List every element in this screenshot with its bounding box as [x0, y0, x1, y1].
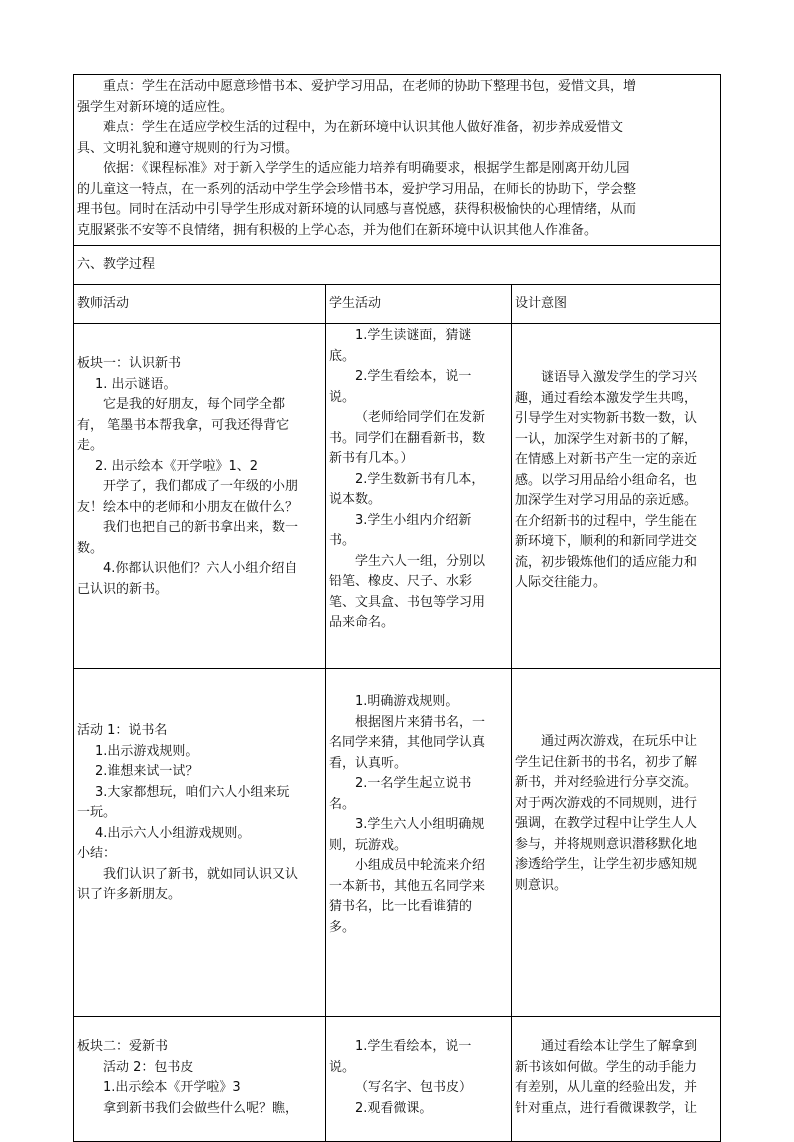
difficulty-line-2: 具、文明礼貌和遵守规则的行为习惯。 [77, 140, 299, 156]
row3-student-line: 说。 [329, 1059, 356, 1075]
header-row [74, 285, 721, 324]
row3-student-line: 2.观看微课。 [355, 1100, 433, 1116]
row1-teacher-line: 开学了，我们都成了一年级的小朋 [103, 479, 299, 494]
row3-design-line: 针对重点，进行看微课教学，让 [515, 1100, 698, 1116]
row1-design-line: 谜语导入激发学生的学习兴 [541, 370, 698, 385]
row2-design-line: 新书，并对经验进行分享交流。 [515, 775, 698, 790]
key-point-line-2: 强学生对新环境的适应性。 [77, 99, 234, 115]
intro-row [74, 75, 721, 246]
row2-student-line: 2.一名学生起立说书 [355, 776, 472, 791]
row2-student-line: 名。 [329, 796, 356, 812]
row2-teacher-line: 1.出示游戏规则。 [95, 743, 199, 759]
row1-student-line: 说。 [329, 389, 356, 405]
row1-design-line: 加深学生对学习用品的亲近感。 [515, 493, 698, 508]
row1-teacher-line: 我们也把自己的新书拿出来，数一 [103, 520, 299, 535]
row2-student-line: 小组成员中轮流来介绍 [355, 858, 486, 873]
row1-teacher-line: 有， 笔墨书本帮我拿，可我还得背它 [77, 417, 290, 433]
row1-design-line: 流，初步锻炼他们的适应能力和 [515, 554, 698, 570]
basis-line-4: 克服紧张不安等不良情绪，拥有积极的上学心态，并为他们在新环境中认识其他人作准备。 [77, 222, 598, 238]
row2-design-line: 强调，在教学过程中让学生人人 [515, 816, 698, 831]
table-row [74, 324, 721, 669]
row1-teacher-line: 友！绘本中的老师和小朋友在做什么？ [77, 499, 299, 515]
row2-teacher-line: 一玩。 [77, 805, 117, 820]
intro-cell [74, 75, 721, 246]
row1-student-line: 3.学生小组内介绍新 [355, 512, 472, 528]
row2-teacher-line: 识了许多新朋友。 [77, 887, 182, 902]
basis-line-1: 依据：《课程标准》对于新入学学生的适应能力培养有明确要求，根据学生都是刚离开幼儿园 [103, 161, 630, 176]
row2-student-line: 根据图片来猜书名，一 [355, 714, 486, 730]
row2-teacher-line: 4.出示六人小组游戏规则。 [95, 825, 251, 841]
row1-student-line: 2.学生数新书有几本， [355, 471, 485, 487]
row1-student-line: 说本数。 [329, 492, 382, 507]
section-title-row [74, 246, 721, 285]
row2-teacher-line: 我们认识了新书，就如同认识又认 [103, 866, 299, 882]
row2-design-line: 渗透给学生，让学生初步感知规 [515, 857, 698, 872]
row2-student-line: 1.明确游戏规则。 [355, 694, 459, 709]
row3-teacher-line: 拿到新书我们会做些什么呢？瞧， [103, 1100, 299, 1116]
row3-student-line: （写名字、包书皮） [355, 1080, 473, 1095]
row1-student-cell [326, 324, 512, 669]
row2-student-line: 多。 [329, 919, 356, 935]
row1-student-line: 笔、文具盒、书包等学习用 [329, 594, 486, 610]
basis-line-3: 理书包。同时在活动中引导学生形成对新环境的认同感与喜悦感，获得积极愉快的心理情绪，从而 [77, 202, 637, 217]
row1-design-cell [512, 324, 721, 669]
row1-student-line: 铅笔、橡皮、尺子、水彩 [329, 574, 473, 589]
row1-student-line: 书。同学们在翻看新书，数 [329, 430, 486, 446]
row1-design-line: 人际交往能力。 [515, 575, 607, 590]
row1-student-line: 2.学生看绘本，说一 [355, 369, 472, 384]
row1-teacher-cell [74, 324, 326, 669]
row1-teacher-line: 1. 出示谜语。 [95, 376, 177, 392]
row1-teacher-line: 它是我的好朋友，每个同学全都 [103, 397, 286, 412]
difficulty-line-1: 难点：学生在适应学校生活的过程中，为在新环境中认识其他人做好准备，初步养成爱惜文 [103, 120, 624, 135]
row1-student-line: 学生六人一组，分别以 [355, 553, 486, 569]
row1-design-line: 一认，加深学生对新书的了解， [515, 431, 698, 447]
table-row [74, 669, 721, 1017]
row1-design-line: 引导学生对实物新书数一数，认 [515, 411, 698, 426]
row3-student-line: 1.学生看绘本，说一 [355, 1039, 472, 1054]
document-page [73, 74, 720, 1142]
row2-design-line: 通过两次游戏，在玩乐中让 [541, 734, 698, 749]
row2-design-cell [512, 669, 721, 1017]
row1-student-line: 书。 [329, 533, 356, 548]
row1-student-line: 品来命名。 [329, 615, 395, 630]
header-student-activity: 学生活动 [326, 285, 512, 324]
row2-teacher-line: 小结： [77, 846, 117, 861]
row3-design-line: 通过看绘本让学生了解拿到 [541, 1039, 698, 1054]
row2-teacher-cell [74, 669, 326, 1017]
row3-design-line: 新书该如何做。学生的动手能力 [515, 1059, 698, 1075]
row2-student-line: 名同学来猜，其他同学认真 [329, 735, 486, 750]
row2-teacher-line: 3.大家都想玩，咱们六人小组来玩 [95, 784, 290, 800]
row2-student-cell [326, 669, 512, 1017]
basis-line-2: 的儿童这一特点，在一系列的活动中学生学会珍惜书本，爱护学习用品，在师长的协助下，学会整 [77, 181, 637, 197]
row1-design-line: 在情感上对新书产生一定的亲近 [515, 452, 698, 467]
row1-student-line: 新书有几本。） [329, 451, 414, 466]
row2-teacher-line: 2.谁想来试一试？ [95, 764, 199, 779]
row1-teacher-line: 板块一：认识新书 [77, 356, 182, 371]
row1-design-line: 趣，通过看绘本激发学生共鸣， [515, 390, 698, 406]
row2-design-line: 则意识。 [515, 877, 568, 893]
row1-student-line: 底。 [329, 348, 356, 364]
row1-teacher-line: 己认识的新书。 [77, 581, 169, 597]
row1-teacher-line: 4.你都认识他们？六人小组介绍自 [103, 561, 298, 576]
header-teacher-activity: 教师活动 [74, 285, 326, 324]
row2-student-line: 一本新书，其他五名同学来 [329, 878, 486, 894]
section-title: 六、教学过程 [74, 246, 721, 285]
row3-teacher-line: 1.出示绘本《开学啦》3 [103, 1080, 241, 1095]
row2-student-line: 看，认真听。 [329, 755, 408, 771]
row2-student-line: 猜书名，比一比看谁猜的 [329, 899, 473, 914]
row2-student-line: 3.学生六人小组明确规 [355, 817, 485, 832]
lesson-plan-table [73, 74, 721, 1142]
row1-teacher-line: 数。 [77, 540, 104, 556]
row2-design-line: 对于两次游戏的不同规则，进行 [515, 795, 698, 811]
row3-design-line: 有差别，从儿童的经验出发，并 [515, 1080, 698, 1095]
row2-design-line: 参与，并将规则意识潜移默化地 [515, 836, 698, 852]
row1-design-line: 新环境下，顺利的和新同学进交 [515, 534, 698, 549]
row2-student-line: 则，玩游戏。 [329, 837, 408, 853]
row1-student-line: （老师给同学们在发新 [355, 410, 486, 425]
row1-student-line: 1.学生读谜面，猜谜 [355, 328, 472, 343]
row1-teacher-line: 走。 [77, 438, 104, 453]
row2-design-line: 学生记住新书的书名，初步了解 [515, 754, 698, 770]
row2-teacher-line: 活动 1：说书名 [77, 723, 168, 738]
row1-design-line: 感。以学习用品给小组命名，也 [515, 472, 698, 488]
header-design-intent: 设计意图 [512, 285, 721, 324]
row1-teacher-line: 2. 出示绘本《开学啦》1、2 [95, 458, 259, 474]
row1-design-line: 在介绍新书的过程中，学生能在 [515, 513, 698, 529]
row3-teacher-line: 活动 2：包书皮 [103, 1059, 194, 1075]
row3-teacher-line: 板块二：爱新书 [77, 1039, 169, 1054]
key-point-line-1: 重点：学生在活动中愿意珍惜书本、爱护学习用品，在老师的协助下整理书包，爱惜文具，增 [103, 79, 637, 94]
